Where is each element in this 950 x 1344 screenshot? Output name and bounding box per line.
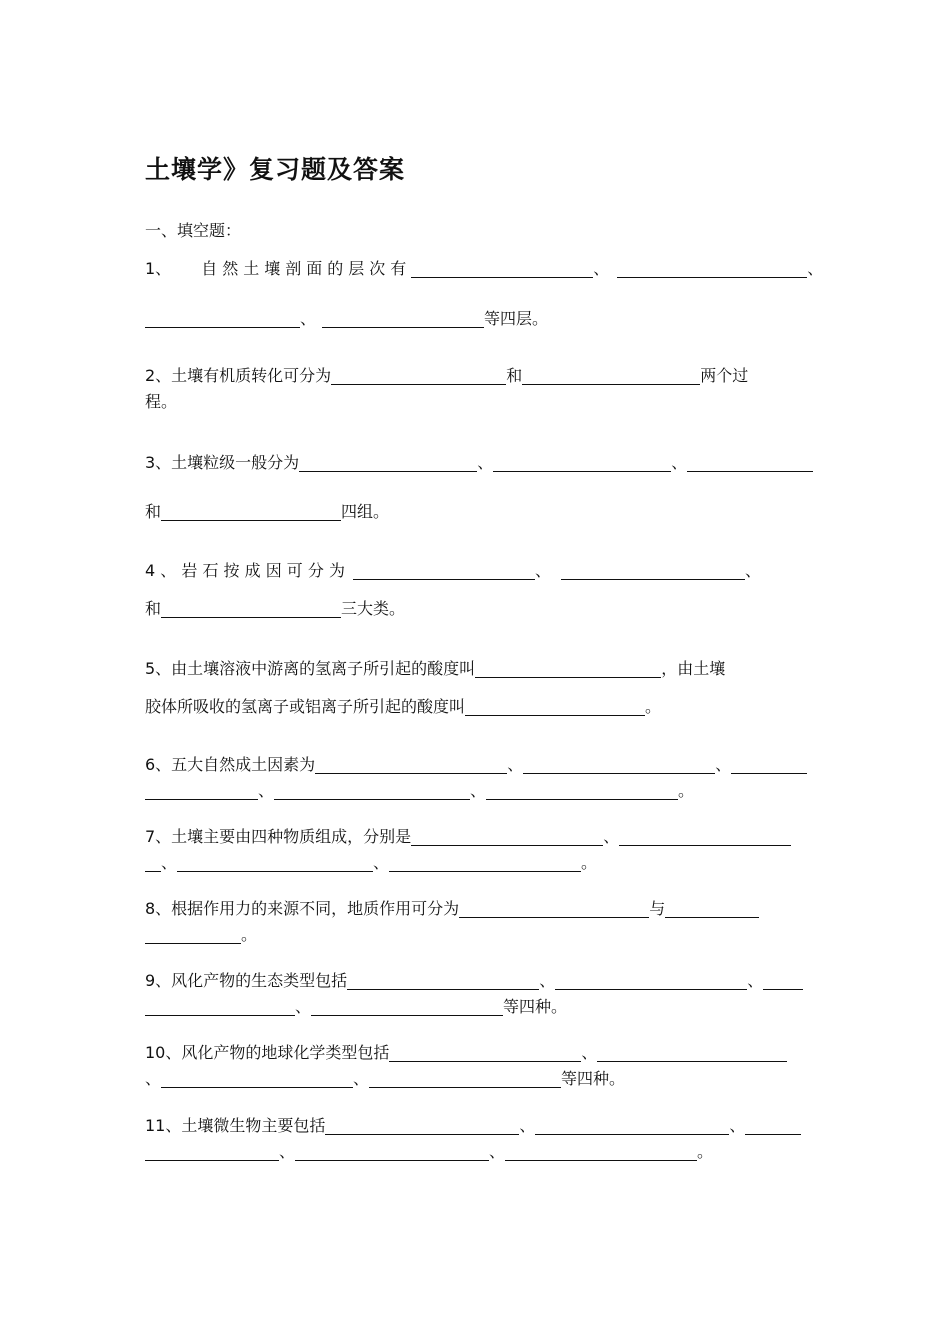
separator: 、 xyxy=(581,1043,598,1062)
question-5-text: 5、由土壤溶液中游离的氢离子所引起的酸度叫 xyxy=(145,659,476,678)
question-7-line-1 xyxy=(145,824,825,850)
question-1-text: 自然土壤剖面的层次有 xyxy=(201,259,412,278)
separator: 、 xyxy=(534,561,551,580)
separator: 、 xyxy=(145,1069,162,1088)
separator: 、 xyxy=(477,453,494,472)
connector: 与 xyxy=(649,899,666,918)
blank[interactable] xyxy=(411,827,603,846)
question-5-line-1 xyxy=(145,656,825,682)
blank[interactable] xyxy=(465,697,645,716)
blank[interactable] xyxy=(763,971,803,990)
blank[interactable] xyxy=(369,1069,561,1088)
question-3-text: 3、土壤粒级一般分为 xyxy=(145,453,300,472)
blank[interactable] xyxy=(322,309,484,328)
blank[interactable] xyxy=(617,259,807,278)
section-heading: 一、填空题： xyxy=(145,221,242,240)
question-1-line-1 xyxy=(145,256,825,282)
separator: 、 xyxy=(353,1069,370,1088)
blank[interactable] xyxy=(353,561,535,580)
question-9-text: 9、风化产物的生态类型包括 xyxy=(145,971,348,990)
blank[interactable] xyxy=(597,1043,787,1062)
separator: 、 xyxy=(671,453,688,472)
question-5-ending: 。 xyxy=(645,697,662,716)
separator: 、 xyxy=(603,827,620,846)
blank[interactable] xyxy=(522,366,700,385)
question-8-line-1 xyxy=(145,896,825,922)
question-4-ending: 三大类。 xyxy=(341,599,406,618)
blank[interactable] xyxy=(145,309,300,328)
question-1-number: 1、 xyxy=(145,259,172,278)
question-7-line-2 xyxy=(145,850,825,876)
question-9-line-2 xyxy=(145,994,825,1020)
question-11-text: 11、土壤微生物主要包括 xyxy=(145,1116,326,1135)
question-5-middle: ，由土壤 xyxy=(661,659,726,678)
blank[interactable] xyxy=(505,1142,697,1161)
question-6-ending: 。 xyxy=(678,781,695,800)
separator: 、 xyxy=(729,1116,746,1135)
blank[interactable] xyxy=(687,453,813,472)
separator: 、 xyxy=(489,1142,506,1161)
question-7-ending: 。 xyxy=(581,853,598,872)
blank[interactable] xyxy=(145,853,161,872)
question-2-ending: 两个过 xyxy=(700,366,749,385)
separator: 、 xyxy=(507,755,524,774)
blank[interactable] xyxy=(299,453,477,472)
question-11-ending: 。 xyxy=(697,1142,714,1161)
blank[interactable] xyxy=(523,755,715,774)
blank[interactable] xyxy=(145,781,258,800)
blank[interactable] xyxy=(486,781,678,800)
blank[interactable] xyxy=(295,1142,489,1161)
blank[interactable] xyxy=(331,366,506,385)
blank[interactable] xyxy=(411,259,593,278)
blank[interactable] xyxy=(389,853,581,872)
blank[interactable] xyxy=(555,971,747,990)
question-10-line-2 xyxy=(145,1066,825,1092)
blank[interactable] xyxy=(274,781,470,800)
blank[interactable] xyxy=(347,971,539,990)
separator: 、 xyxy=(258,781,275,800)
connector: 和 xyxy=(506,366,523,385)
question-4-text: 4 、 岩 石 按 成 因 可 分 为 xyxy=(145,561,345,580)
question-1-line-2 xyxy=(145,306,825,332)
question-6-text: 6、五大自然成土因素为 xyxy=(145,755,316,774)
blank[interactable] xyxy=(731,755,807,774)
question-6-line-1 xyxy=(145,752,825,778)
separator: 、 xyxy=(539,971,556,990)
blank[interactable] xyxy=(161,502,341,521)
question-2-line-2 xyxy=(145,389,825,415)
question-10-text: 10、风化产物的地球化学类型包括 xyxy=(145,1043,390,1062)
separator: 、 xyxy=(295,997,312,1016)
separator: 、 xyxy=(744,561,761,580)
blank[interactable] xyxy=(161,1069,353,1088)
question-4-line-1 xyxy=(145,558,825,584)
question-10-ending: 等四种。 xyxy=(561,1069,626,1088)
question-4-line-2 xyxy=(145,596,825,622)
question-6-line-2 xyxy=(145,778,825,804)
question-2-line-1 xyxy=(145,363,825,389)
blank[interactable] xyxy=(145,1142,279,1161)
blank[interactable] xyxy=(561,561,745,580)
separator: 、 xyxy=(470,781,487,800)
question-7-text: 7、土壤主要由四种物质组成，分别是 xyxy=(145,827,412,846)
connector: 和 xyxy=(145,599,162,618)
blank[interactable] xyxy=(389,1043,581,1062)
blank[interactable] xyxy=(475,659,661,678)
question-2-text: 2、土壤有机质转化可分为 xyxy=(145,366,332,385)
separator: 、 xyxy=(279,1142,296,1161)
blank[interactable] xyxy=(161,599,341,618)
question-3-line-1 xyxy=(145,450,825,476)
question-3-ending: 四组。 xyxy=(341,502,390,521)
separator: 、 xyxy=(519,1116,536,1135)
connector: 和 xyxy=(145,502,162,521)
question-1-ending: 等四层。 xyxy=(484,309,549,328)
blank[interactable] xyxy=(619,827,791,846)
separator: 、 xyxy=(593,259,610,278)
question-10-line-1 xyxy=(145,1040,825,1066)
blank[interactable] xyxy=(745,1116,801,1135)
blank[interactable] xyxy=(493,453,671,472)
separator: 、 xyxy=(373,853,390,872)
blank[interactable] xyxy=(535,1116,729,1135)
blank[interactable] xyxy=(177,853,373,872)
separator: 、 xyxy=(807,259,824,278)
question-11-line-2 xyxy=(145,1139,825,1165)
question-8-ending: 。 xyxy=(241,925,258,944)
separator: 、 xyxy=(161,853,178,872)
question-3-line-2 xyxy=(145,499,825,525)
separator: 、 xyxy=(715,755,732,774)
question-2-ending-2: 程。 xyxy=(145,392,178,411)
blank[interactable] xyxy=(325,1116,519,1135)
question-8-text: 8、根据作用力的来源不同，地质作用可分为 xyxy=(145,899,460,918)
blank[interactable] xyxy=(311,997,503,1016)
blank[interactable] xyxy=(145,997,295,1016)
blank[interactable] xyxy=(459,899,649,918)
question-11-line-1 xyxy=(145,1113,825,1139)
separator: 、 xyxy=(747,971,764,990)
question-5-text-2: 胶体所吸收的氢离子或铝离子所引起的酸度叫 xyxy=(145,697,466,716)
question-9-ending: 等四种。 xyxy=(503,997,568,1016)
blank[interactable] xyxy=(315,755,507,774)
question-5-line-2 xyxy=(145,694,825,720)
separator: 、 xyxy=(300,309,317,328)
question-9-line-1 xyxy=(145,968,825,994)
blank[interactable] xyxy=(665,899,759,918)
question-8-line-2 xyxy=(145,922,825,948)
blank[interactable] xyxy=(145,925,241,944)
document-title: 土壤学》复习题及答案 xyxy=(145,155,406,184)
